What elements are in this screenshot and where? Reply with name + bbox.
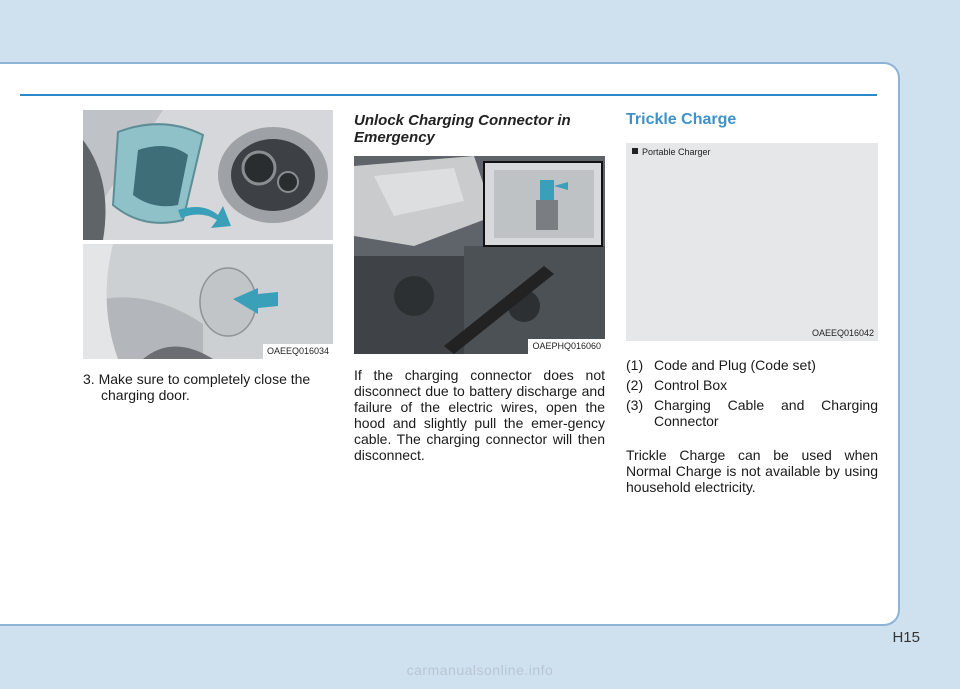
column-1 bbox=[83, 110, 333, 403]
charging-door-closed-image bbox=[83, 244, 333, 359]
figure-code: OAEEQ016034 bbox=[263, 344, 333, 359]
list-number: (2) bbox=[626, 377, 644, 393]
figure-caption bbox=[632, 147, 711, 157]
list-item bbox=[626, 357, 878, 373]
list-item bbox=[626, 377, 878, 393]
list-number: (3) bbox=[626, 397, 644, 413]
column-2 bbox=[354, 110, 605, 463]
engine-bay-image bbox=[354, 156, 605, 354]
column-3 bbox=[626, 110, 878, 495]
figure-caption-text: Portable Charger bbox=[642, 147, 711, 157]
list-text: Code and Plug (Code set) bbox=[654, 357, 816, 373]
section-heading-trickle-charge: Trickle Charge bbox=[626, 111, 737, 128]
list-number: (1) bbox=[626, 357, 644, 373]
portable-charger-image bbox=[626, 143, 878, 341]
list-text: Charging Cable and Charging Connector bbox=[654, 397, 878, 429]
section-heading-unlock: Unlock Charging Connector in Emergency bbox=[354, 112, 571, 146]
caption-bullet-icon bbox=[632, 148, 638, 154]
list-item bbox=[626, 397, 878, 429]
step-3-text: 3. Make sure to completely close the charging door. bbox=[83, 371, 311, 403]
emergency-unlock-text: If the charging connector does not disconnect due to battery discharge and failure of the electric wires, open the hood and slightly pull the emer-gency cable. The charging connector will then disconnect. bbox=[354, 367, 605, 463]
figure-code: OAEPHQ016060 bbox=[528, 339, 605, 354]
list-text: Control Box bbox=[654, 377, 728, 393]
component-list bbox=[626, 357, 878, 429]
charging-door-open-image bbox=[83, 110, 333, 240]
figure-code: OAEEQ016042 bbox=[811, 328, 874, 338]
watermark: carmanualsonline.info bbox=[406, 662, 554, 678]
page-number: H15 bbox=[892, 629, 920, 646]
trickle-charge-text: Trickle Charge can be used when Normal Charge is not available by using household electricity. bbox=[626, 447, 878, 495]
header-rule bbox=[20, 94, 877, 96]
